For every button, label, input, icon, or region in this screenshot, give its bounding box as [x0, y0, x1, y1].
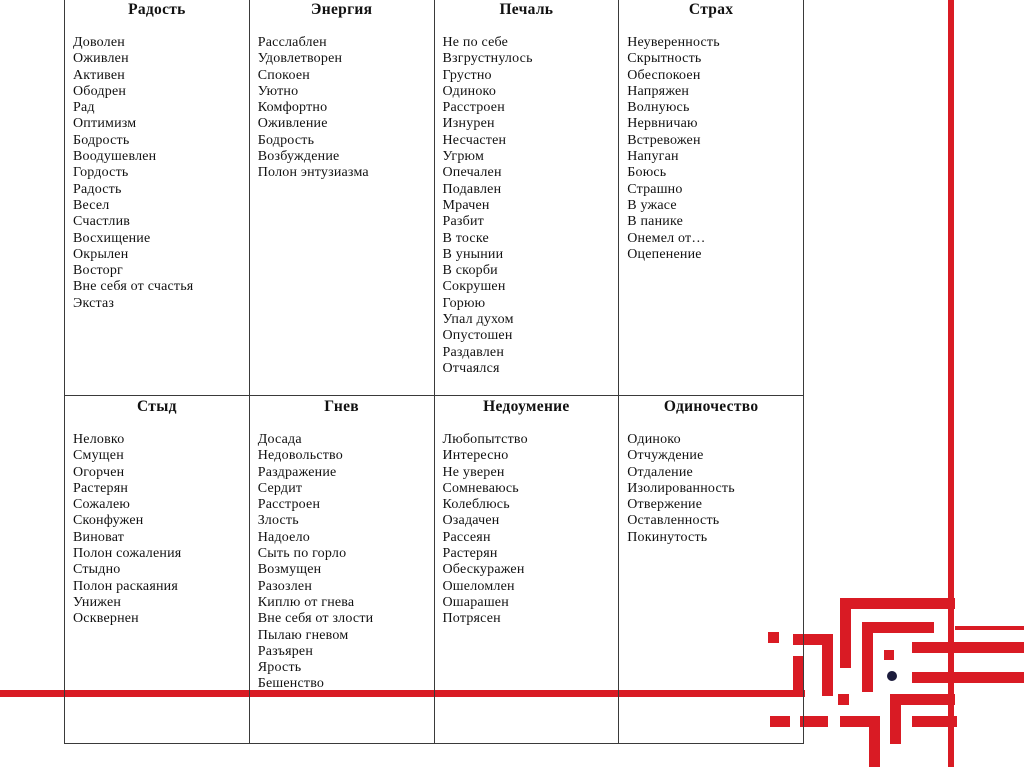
word-list-fear	[627, 35, 803, 263]
emotion-word: Раздавлен	[442, 344, 505, 360]
emotion-word: Интересно	[442, 448, 509, 464]
emotions-table	[64, 0, 804, 744]
emotion-word: Скрытность	[627, 51, 702, 67]
word-list-anger	[258, 432, 434, 693]
emotion-word: Взгрустнулось	[442, 51, 533, 67]
emotion-word: Горюю	[442, 295, 486, 311]
emotion-word: Активен	[73, 67, 125, 83]
table-row-top	[65, 0, 804, 396]
emotion-word: В унынии	[442, 246, 504, 262]
emotion-word: В тоске	[442, 230, 489, 246]
emotion-word: Смущен	[73, 448, 124, 464]
emotion-word: Унижен	[73, 594, 122, 610]
cell-anger	[249, 396, 434, 744]
emotion-word: Бешенство	[257, 676, 325, 692]
emotion-word: Сокрушен	[442, 279, 506, 295]
emotion-word: Разбит	[442, 214, 484, 230]
emotion-word: Страшно	[627, 181, 683, 197]
word-list-energy	[258, 35, 434, 182]
cell-joy	[65, 0, 250, 396]
emotion-word: Разозлен	[257, 578, 313, 594]
emotion-word: Отчуждение	[627, 448, 704, 464]
emotion-word: Ярость	[257, 660, 302, 676]
emotion-word: Одиноко	[442, 83, 497, 99]
emotion-word: Подавлен	[442, 181, 502, 197]
emotion-word: Комфортно	[257, 100, 328, 116]
emotion-word: Воодушевлен	[73, 149, 157, 165]
word-list-sadness	[443, 35, 619, 377]
emotion-word: Вне себя от счастья	[73, 279, 194, 295]
cell-sadness	[434, 0, 619, 396]
emotion-word: Опечален	[442, 165, 502, 181]
emotion-word: Раздражение	[257, 464, 337, 480]
emotion-word: Счастлив	[73, 214, 131, 230]
emotion-word: Мрачен	[442, 197, 490, 213]
emotion-word: Злость	[257, 513, 299, 529]
emotion-word: Сомневаюсь	[442, 480, 519, 496]
emotion-word: Упал духом	[442, 312, 514, 328]
cell-title-sadness: Печаль	[499, 1, 554, 18]
emotion-word: Отчаялся	[442, 360, 500, 376]
emotion-word: Оживление	[257, 116, 328, 132]
cell-title-anger: Гнев	[324, 398, 359, 415]
cell-shame	[65, 396, 250, 744]
emotion-word: Удовлетворен	[257, 51, 343, 67]
cell-title-loneliness: Одиночество	[663, 398, 759, 415]
emotion-word: Грустно	[442, 67, 492, 83]
emotion-word: Виноват	[73, 529, 125, 545]
emotion-word: Растерян	[442, 546, 498, 562]
emotion-word: Надоело	[257, 529, 310, 545]
emotion-word: Спокоен	[257, 67, 310, 83]
emotion-word: Изнурен	[442, 116, 495, 132]
emotion-word: Уютно	[257, 83, 299, 99]
emotion-word: Неловко	[73, 432, 125, 447]
emotion-word: В панике	[627, 214, 684, 230]
emotion-word: Радость	[73, 181, 122, 197]
emotion-word: Пылаю гневом	[257, 627, 349, 643]
cell-loneliness	[619, 396, 804, 744]
emotion-word: Бодрость	[257, 132, 315, 148]
emotion-word: Вне себя от злости	[257, 611, 374, 627]
emotion-word: Колеблюсь	[442, 497, 510, 513]
emotion-word: Оставленность	[627, 513, 720, 529]
emotion-word: Ошарашен	[442, 594, 509, 610]
emotion-word: Не по себе	[442, 35, 509, 50]
emotion-word: Боюсь	[627, 165, 667, 181]
cell-fear	[619, 0, 804, 396]
emotion-word: Встревожен	[627, 132, 701, 148]
emotion-word: Нервничаю	[627, 116, 698, 132]
emotion-word: Досада	[257, 432, 302, 447]
emotion-word: Напуган	[627, 149, 679, 165]
emotion-word: Угрюм	[442, 149, 485, 165]
emotion-word: Осквернен	[73, 611, 139, 627]
emotion-word: Киплю от гнева	[257, 594, 355, 610]
emotion-word: Оптимизм	[73, 116, 137, 132]
emotion-word: Полон раскаяния	[73, 578, 178, 594]
emotion-word: Расслаблен	[257, 35, 327, 50]
emotion-word: Бодрость	[73, 132, 130, 148]
emotion-word: Оцепенение	[627, 246, 702, 262]
emotion-word: Сердит	[257, 480, 303, 496]
emotion-word: Огорчен	[73, 464, 125, 480]
emotion-word: Онемел от…	[627, 230, 706, 246]
emotion-word: Весел	[73, 197, 110, 213]
emotion-word: Недовольство	[257, 448, 343, 464]
table-row-bottom	[65, 396, 804, 744]
emotion-word: Полон энтузиазма	[257, 165, 369, 181]
emotion-word: Потрясен	[442, 611, 501, 627]
word-list-joy	[73, 35, 249, 312]
emotion-word: Одиноко	[627, 432, 681, 447]
emotion-word: Обескуражен	[442, 562, 525, 578]
emotion-word: Напряжен	[627, 83, 690, 99]
cell-title-energy: Энергия	[310, 1, 373, 18]
emotion-word: Ободрен	[73, 83, 127, 99]
emotion-word: Опустошен	[442, 328, 513, 344]
cell-title-fear: Страх	[688, 1, 734, 18]
cell-title-confusion: Недоумение	[483, 398, 570, 415]
emotion-word: Разъярен	[257, 643, 314, 659]
emotion-word: Восторг	[73, 263, 123, 279]
emotion-word: В скорби	[442, 263, 498, 279]
word-list-shame	[73, 432, 249, 628]
emotion-word: Волнуюсь	[627, 100, 690, 116]
emotion-word: Экстаз	[73, 295, 115, 311]
emotion-word: Сыть по горло	[257, 546, 347, 562]
word-list-confusion	[443, 432, 619, 628]
emotion-word: Несчастен	[442, 132, 507, 148]
emotion-word: Растерян	[73, 480, 129, 496]
emotion-word: Рассеян	[442, 529, 491, 545]
cell-confusion	[434, 396, 619, 744]
emotion-word: Окрылен	[73, 246, 129, 262]
emotion-word: Доволен	[73, 35, 125, 50]
emotion-word: Озадачен	[442, 513, 500, 529]
cell-title-shame: Стыд	[137, 398, 177, 415]
emotion-word: Рад	[73, 100, 95, 116]
emotion-word: Стыдно	[73, 562, 121, 578]
emotion-word: Возмущен	[257, 562, 322, 578]
emotion-word: Обеспокоен	[627, 67, 701, 83]
emotion-word: Оживлен	[73, 51, 129, 67]
emotion-word: Изолированность	[627, 480, 735, 496]
emotion-word: Гордость	[73, 165, 129, 181]
emotion-word: Сожалею	[73, 497, 131, 513]
emotion-word: Ошеломлен	[442, 578, 515, 594]
emotion-word: Любопытство	[442, 432, 528, 447]
emotion-word: Восхищение	[73, 230, 151, 246]
emotion-word: Отвержение	[627, 497, 703, 513]
cell-title-joy: Радость	[128, 1, 186, 18]
emotion-word: Полон сожаления	[73, 546, 182, 562]
emotion-word: Не уверен	[442, 464, 505, 480]
word-list-loneliness	[627, 432, 803, 546]
emotion-word: Неуверенность	[627, 35, 720, 50]
emotion-word: Расстроен	[257, 497, 321, 513]
emotion-word: Отдаление	[627, 464, 693, 480]
cell-energy	[249, 0, 434, 396]
emotion-word: Расстроен	[442, 100, 505, 116]
emotion-word: Сконфужен	[73, 513, 144, 529]
emotion-word: Возбуждение	[257, 149, 340, 165]
emotion-word: В ужасе	[627, 197, 677, 213]
emotion-word: Покинутость	[627, 529, 708, 545]
